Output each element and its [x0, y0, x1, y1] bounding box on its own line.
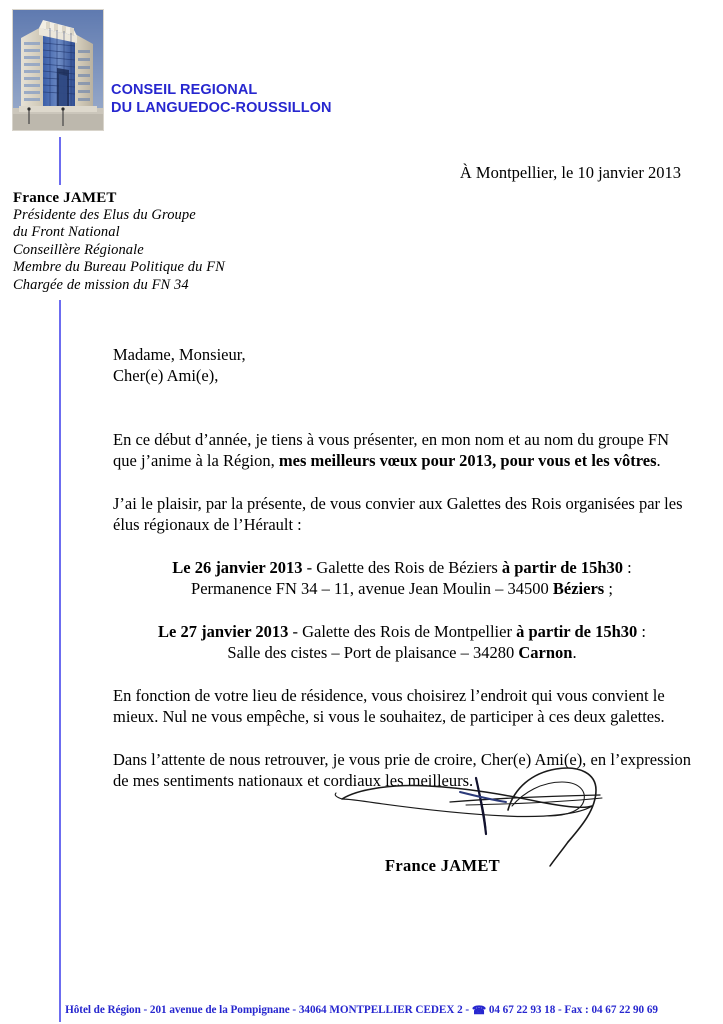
sender-title-3: Membre du Bureau Politique du FN [13, 259, 225, 276]
signature-name: France JAMET [385, 856, 500, 875]
paragraph-closing: Dans l’attente de nous retrouver, je vous prie de croire, Cher(e) Ami(e), en l’expression de mes sentiments nationaux et cordiaux les meilleurs. [113, 750, 691, 790]
event-venue-post: ; [604, 579, 613, 598]
event-description: Galette des Rois de Béziers [316, 558, 502, 577]
org-name-line2: DU LANGUEDOC-ROUSSILLON [111, 100, 332, 116]
date-line: À Montpellier, le 10 janvier 2013 [459, 163, 681, 182]
salutation-line2: Cher(e) Ami(e), [113, 366, 219, 385]
event-venue-city: Carnon [518, 643, 573, 662]
paragraph-invitation: J’ai le plaisir, par la présente, de vous convier aux Galettes des Rois organisées par les élus régionaux de l’Hérault : [113, 494, 683, 534]
telephone-icon: ☎ [471, 1005, 487, 1017]
paragraph-choice: En fonction de votre lieu de résidence, vous choisirez l’endroit qui vous convient le mieux. Nul ne vous empêche, si vous le souhaitez, de participer à ces deux galettes. [113, 686, 665, 726]
spacer [113, 386, 691, 429]
sender-title-2: Conseillère Régionale [13, 241, 144, 258]
letter-body [113, 344, 691, 791]
event-description: Galette des Rois de Montpellier [302, 622, 517, 641]
event-venue-city: Béziers [552, 579, 605, 598]
event-headline [113, 557, 691, 578]
salutation-line1: Madame, Monsieur, [113, 345, 246, 364]
event-colon: : [623, 558, 632, 577]
event-date: Le 26 janvier 2013 [172, 558, 303, 577]
event-colon: : [637, 622, 646, 641]
paragraph-greetings [113, 429, 691, 471]
paragraph-greetings-pre: En ce début d’année, je tiens à vous présenter, en mon nom et au nom du groupe FN que j’anime à la Région, [113, 430, 670, 470]
left-rule-main [59, 300, 61, 1022]
paragraph-greetings-emphasis: mes meilleurs vœux pour 2013, pour vous et les vôtres [278, 451, 657, 470]
event-time: à partir de 15h30 [501, 558, 624, 577]
sender-block [13, 189, 343, 294]
event-headline [113, 621, 691, 642]
sender-name: France JAMET [13, 190, 117, 206]
spacer [113, 535, 691, 557]
event-venue-pre: Permanence FN 34 – 11, avenue Jean Moulin – 34500 [191, 579, 553, 598]
event-date: Le 27 janvier 2013 [158, 622, 289, 641]
paragraph-greetings-post: . [656, 451, 661, 470]
event-dash: - [302, 558, 317, 577]
letterhead [0, 0, 723, 135]
sender-titles [13, 207, 343, 294]
spacer [113, 471, 691, 493]
footer-address-text: Hôtel de Région - 201 avenue de la Pompignane - 34064 MONTPELLIER CEDEX 2 - [65, 1004, 472, 1016]
sender-title-1: du Front National [13, 224, 120, 241]
event-venue [113, 578, 691, 599]
event-venue-post: . [572, 643, 577, 662]
region-building-photo [12, 9, 104, 131]
spacer [113, 727, 691, 749]
event-time: à partir de 15h30 [516, 622, 638, 641]
organization-name [111, 81, 332, 117]
org-name-line1: CONSEIL REGIONAL [111, 82, 258, 98]
salutation [113, 344, 691, 386]
footer-address [0, 1003, 723, 1017]
sender-title-4: Chargée de mission du FN 34 [13, 276, 189, 293]
spacer [113, 599, 691, 621]
sender-title-0: Présidente des Elus du Groupe [13, 207, 196, 223]
event-item [113, 621, 691, 663]
footer-phone-text: 04 67 22 93 18 - Fax : 04 67 22 90 69 [486, 1004, 658, 1016]
event-item [113, 557, 691, 599]
event-venue [113, 642, 691, 663]
event-venue-pre: Salle des cistes – Port de plaisance – 34280 [227, 643, 519, 662]
event-dash: - [288, 622, 303, 641]
spacer [113, 663, 691, 685]
